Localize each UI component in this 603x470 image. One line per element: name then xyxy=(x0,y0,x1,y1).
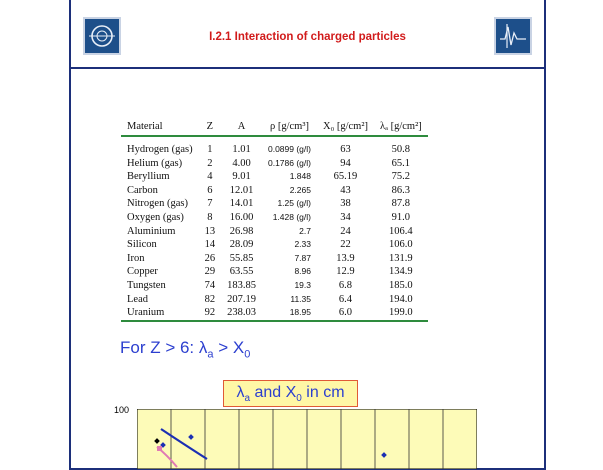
z-cell: 13 xyxy=(204,225,216,237)
lambda-cell: 91.0 xyxy=(391,211,411,223)
material-cell: Beryllium xyxy=(127,171,170,183)
materials-table xyxy=(121,117,428,322)
column-header: X₀ [g/cm²] xyxy=(317,117,374,136)
note-x-sub: 0 xyxy=(244,348,251,361)
z-cell: 4 xyxy=(207,171,213,183)
lambda-cell: 50.8 xyxy=(391,144,411,155)
column-header: ρ [g/cm³] xyxy=(262,117,317,136)
z-cell: 8 xyxy=(207,211,213,223)
table-row xyxy=(121,252,428,266)
material-cell: Copper xyxy=(127,266,158,278)
a-cell: 207.19 xyxy=(227,293,256,305)
table-row xyxy=(121,211,428,225)
legend-mid: and X xyxy=(250,384,297,401)
density-cell: 2.265 xyxy=(289,184,311,195)
material-cell: Uranium xyxy=(121,306,199,321)
lambda-cell: 131.9 xyxy=(389,252,413,264)
z-cell: 14 xyxy=(204,239,216,251)
table-row xyxy=(121,170,428,184)
material-cell: Hydrogen (gas) xyxy=(127,144,193,155)
table-row xyxy=(121,293,428,307)
z-cell: 74 xyxy=(204,279,216,291)
z-cell: 6 xyxy=(207,184,213,196)
x0-cell: 94 xyxy=(340,157,351,169)
a-cell: 16.00 xyxy=(229,211,254,223)
x0-cell: 6.0 xyxy=(317,306,374,321)
a-cell: 14.01 xyxy=(229,198,254,210)
z-cell: 1 xyxy=(207,144,213,155)
density-cell: 19.3 xyxy=(294,279,311,290)
lengths-plot xyxy=(137,409,477,469)
table-row xyxy=(121,265,428,279)
a-cell: 4.00 xyxy=(232,157,251,169)
x0-cell: 65.19 xyxy=(333,171,358,183)
density-cell: 18.95 xyxy=(262,306,317,321)
a-cell: 9.01 xyxy=(232,171,251,183)
x0-cell: 63 xyxy=(340,144,351,155)
table-row xyxy=(121,238,428,252)
density-cell: 11.35 xyxy=(290,293,311,304)
table-header-row xyxy=(121,117,428,136)
column-header: λₐ [g/cm²] xyxy=(374,117,428,136)
slide-header xyxy=(71,0,544,69)
density-cell: 1.428 (g/l) xyxy=(272,211,311,222)
lambda-cell: 86.3 xyxy=(391,184,411,196)
lambda-cell: 65.1 xyxy=(391,157,411,169)
waveform-logo-icon xyxy=(494,17,532,55)
a-cell: 63.55 xyxy=(229,266,254,278)
a-cell: 12.01 xyxy=(229,184,254,196)
lambda-cell: 106.4 xyxy=(389,225,413,237)
density-cell: 0.0899 (g/l) xyxy=(267,144,311,154)
material-cell: Aluminium xyxy=(127,225,176,237)
note-middle: > X xyxy=(213,338,245,357)
z-greater-than-6-note xyxy=(120,338,250,360)
z-cell: 92 xyxy=(199,306,222,321)
density-cell: 2.7 xyxy=(299,225,311,236)
table-row xyxy=(121,225,428,239)
table-row xyxy=(121,306,428,321)
x0-cell: 38 xyxy=(340,198,351,210)
lambda-cell: 134.9 xyxy=(389,266,413,278)
lambda-cell: 199.0 xyxy=(374,306,428,321)
material-cell: Tungsten xyxy=(127,279,166,291)
density-cell: 1.25 (g/l) xyxy=(277,198,311,209)
note-lambda: λ xyxy=(198,338,208,357)
data-point xyxy=(157,446,162,451)
lambda-cell: 194.0 xyxy=(389,293,413,305)
slide-title: I.2.1 Interaction of charged particles xyxy=(209,31,406,43)
x0-cell: 24 xyxy=(340,225,351,237)
z-cell: 29 xyxy=(204,266,216,278)
z-cell: 82 xyxy=(204,293,216,305)
z-cell: 2 xyxy=(207,157,213,169)
lambda-cell: 185.0 xyxy=(389,279,413,291)
lambda-cell: 106.0 xyxy=(389,239,413,251)
x0-cell: 12.9 xyxy=(336,266,355,278)
a-cell: 183.85 xyxy=(227,279,256,291)
material-cell: Lead xyxy=(127,293,148,305)
x0-cell: 6.4 xyxy=(338,293,353,305)
lambda-cell: 75.2 xyxy=(391,171,411,183)
table-row xyxy=(121,184,428,198)
column-header: Material xyxy=(121,117,199,136)
table-row xyxy=(121,157,428,171)
z-cell: 7 xyxy=(207,198,213,210)
legend-x-sub: 0 xyxy=(296,393,302,405)
material-cell: Carbon xyxy=(127,184,158,196)
a-cell: 238.03 xyxy=(221,306,262,321)
material-cell: Nitrogen (gas) xyxy=(127,198,188,210)
z-cell: 26 xyxy=(204,252,216,264)
column-header: Z xyxy=(199,117,222,136)
material-cell: Oxygen (gas) xyxy=(127,211,184,223)
column-header: A xyxy=(221,117,262,136)
density-cell: 2.33 xyxy=(294,239,311,250)
a-cell: 55.85 xyxy=(229,252,254,264)
material-cell: Silicon xyxy=(127,239,157,251)
legend-lambda: λ xyxy=(236,384,245,401)
density-cell: 7.87 xyxy=(294,252,311,263)
plot-legend-box xyxy=(223,380,358,407)
x0-cell: 43 xyxy=(340,184,351,196)
lambda-cell: 87.8 xyxy=(391,198,411,210)
legend-suffix: in cm xyxy=(301,384,345,401)
a-cell: 26.98 xyxy=(229,225,254,237)
material-cell: Iron xyxy=(127,252,145,264)
table-row xyxy=(121,197,428,211)
y-axis-tick-100: 100 xyxy=(114,405,130,415)
material-cell: Helium (gas) xyxy=(127,157,183,169)
table-row xyxy=(121,136,428,157)
x0-cell: 6.8 xyxy=(338,279,353,291)
note-lambda-sub: a xyxy=(207,348,214,361)
x0-cell: 22 xyxy=(340,239,351,251)
a-cell: 28.09 xyxy=(229,239,254,251)
legend-lambda-sub: a xyxy=(244,393,251,405)
note-prefix: For Z > 6: xyxy=(120,338,199,357)
a-cell: 1.01 xyxy=(232,144,251,155)
table-row xyxy=(121,279,428,293)
density-cell: 8.96 xyxy=(294,266,311,277)
density-cell: 1.848 xyxy=(289,171,311,182)
density-cell: 0.1786 (g/l) xyxy=(267,157,311,168)
x0-cell: 13.9 xyxy=(336,252,355,264)
slide-frame xyxy=(69,0,546,470)
x0-cell: 34 xyxy=(340,211,351,223)
